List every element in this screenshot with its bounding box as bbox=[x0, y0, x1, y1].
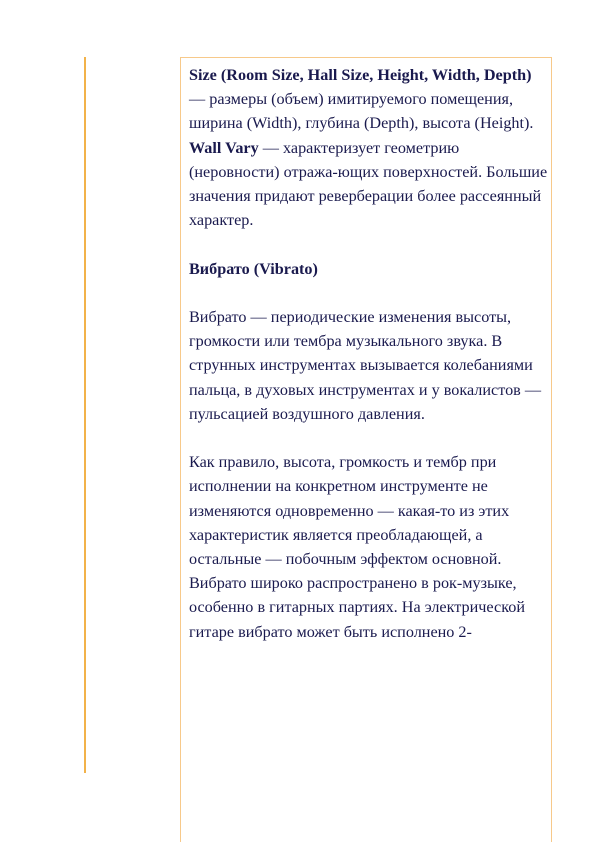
spacer bbox=[189, 281, 551, 305]
paragraph-wall-vary bbox=[189, 136, 551, 233]
paragraph-size bbox=[189, 63, 551, 136]
desc-wall-vary: — характеризует геометрию (неровности) отража-ющих поверхностей. Большие значения придают реверберации более рассеянный характер. bbox=[189, 138, 548, 230]
page-content bbox=[189, 63, 551, 644]
term-wall-vary: Wall Vary bbox=[189, 138, 259, 157]
spacer bbox=[189, 232, 551, 256]
left-margin-rule bbox=[84, 57, 86, 773]
desc-size: — размеры (объем) имитируемого помещения, ширина (Width), глубина (Depth), высота (Height). bbox=[189, 90, 534, 133]
heading-vibrato-text: Вибрато (Vibrato) bbox=[189, 259, 318, 278]
paragraph-vibrato-details: Как правило, высота, громкость и тембр при исполнении на конкретном инструменте не изменяются одновременно — какая-то из этих характеристик является преобладающей, а остальные — побочным эффектом основной. Вибрато широко распространено в рок-музыке, особенно в гитарных партиях. На электрической гитаре вибрато может быть исполнено 2- bbox=[189, 453, 526, 641]
paragraph-vibrato-definition: Вибрато — периодические изменения высоты, громкости или тембра музыкального звука. В струнных инструментах вызывается колебаниями пальца, в духовых инструментах и у вокалистов — пульсацией воздушного давления. bbox=[189, 308, 542, 423]
spacer bbox=[189, 426, 551, 450]
term-size: Size (Room Size, Hall Size, Height, Width, Depth) bbox=[189, 66, 532, 84]
heading-vibrato bbox=[189, 257, 551, 281]
